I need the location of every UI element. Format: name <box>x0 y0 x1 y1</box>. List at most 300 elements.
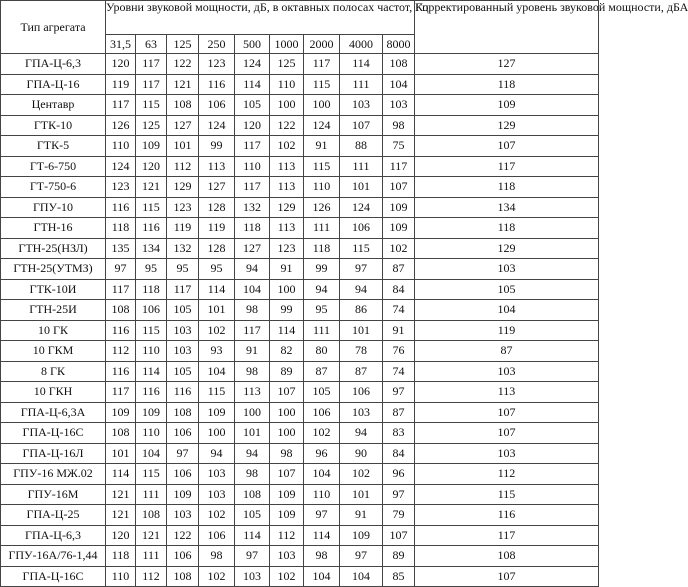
sound-level-cell: 122 <box>167 54 199 75</box>
sound-level-cell: 102 <box>199 566 235 587</box>
corrected-level-cell: 119 <box>415 320 599 341</box>
sound-level-cell: 124 <box>340 197 383 218</box>
sound-level-cell: 115 <box>136 95 167 116</box>
unit-type-cell: ГТК-10 <box>1 115 106 136</box>
sound-level-cell: 76 <box>383 341 415 362</box>
sound-level-cell: 110 <box>106 136 136 157</box>
table-row <box>1 218 599 239</box>
sound-level-cell: 117 <box>136 74 167 95</box>
sound-level-cell: 106 <box>199 95 235 116</box>
sound-level-cell: 89 <box>270 361 304 382</box>
sound-level-cell: 97 <box>340 546 383 567</box>
sound-level-cell: 99 <box>199 136 235 157</box>
sound-level-cell: 106 <box>340 218 383 239</box>
corrected-level-cell: 117 <box>415 525 599 546</box>
sound-level-cell: 103 <box>270 546 304 567</box>
sound-level-cell: 103 <box>340 402 383 423</box>
sound-level-cell: 105 <box>235 95 270 116</box>
sound-level-cell: 110 <box>304 177 340 198</box>
sound-level-cell: 123 <box>270 238 304 259</box>
sound-level-cell: 98 <box>304 546 340 567</box>
sound-level-cell: 116 <box>199 74 235 95</box>
sound-level-cell: 120 <box>106 54 136 75</box>
header-corrected-level: Корректированный уровень звуковой мощности, дБА <box>415 1 599 54</box>
sound-level-cell: 107 <box>383 177 415 198</box>
sound-level-cell: 105 <box>235 505 270 526</box>
sound-level-cell: 101 <box>106 443 136 464</box>
sound-level-cell: 117 <box>383 156 415 177</box>
unit-type-cell: ГПА-Ц-16С <box>1 566 106 587</box>
sound-level-cell: 101 <box>167 136 199 157</box>
sound-level-cell: 117 <box>304 54 340 75</box>
sound-level-cell: 95 <box>136 259 167 280</box>
table-row <box>1 74 599 95</box>
table-row <box>1 382 599 403</box>
sound-level-cell: 96 <box>383 464 415 485</box>
sound-level-cell: 126 <box>106 115 136 136</box>
sound-level-cell: 109 <box>340 525 383 546</box>
sound-level-cell: 103 <box>167 320 199 341</box>
sound-level-cell: 127 <box>235 238 270 259</box>
sound-level-cell: 103 <box>199 464 235 485</box>
table-row <box>1 443 599 464</box>
sound-level-cell: 109 <box>199 402 235 423</box>
sound-level-cell: 111 <box>136 484 167 505</box>
table-row <box>1 177 599 198</box>
sound-level-cell: 118 <box>106 218 136 239</box>
table-row <box>1 464 599 485</box>
sound-level-cell: 97 <box>167 443 199 464</box>
header-frequency: 250 <box>199 35 235 54</box>
unit-type-cell: 8 ГК <box>1 361 106 382</box>
unit-type-cell: ГПУ-16А/76-1,44 <box>1 546 106 567</box>
corrected-level-cell: 118 <box>415 74 599 95</box>
unit-type-cell: Центавр <box>1 95 106 116</box>
header-frequency: 125 <box>167 35 199 54</box>
header-frequency: 31,5 <box>106 35 136 54</box>
sound-level-cell: 100 <box>270 423 304 444</box>
sound-level-cell: 97 <box>235 546 270 567</box>
corrected-level-cell: 107 <box>415 402 599 423</box>
sound-level-cell: 94 <box>340 423 383 444</box>
sound-level-cell: 99 <box>270 300 304 321</box>
corrected-level-cell: 107 <box>415 566 599 587</box>
sound-level-cell: 103 <box>235 566 270 587</box>
sound-level-cell: 114 <box>304 525 340 546</box>
sound-level-cell: 114 <box>136 361 167 382</box>
sound-level-cell: 96 <box>304 443 340 464</box>
sound-level-cell: 95 <box>199 259 235 280</box>
sound-level-cell: 108 <box>106 423 136 444</box>
table-row <box>1 484 599 505</box>
unit-type-cell: ГПА-Ц-16 <box>1 74 106 95</box>
unit-type-cell: ГТК-5 <box>1 136 106 157</box>
sound-level-cell: 127 <box>167 115 199 136</box>
corrected-level-cell: 134 <box>415 197 599 218</box>
corrected-level-cell: 113 <box>415 382 599 403</box>
sound-level-cell: 115 <box>199 382 235 403</box>
table-row <box>1 505 599 526</box>
sound-level-cell: 100 <box>304 95 340 116</box>
sound-level-cell: 80 <box>304 341 340 362</box>
sound-level-cell: 103 <box>167 505 199 526</box>
sound-level-cell: 84 <box>383 443 415 464</box>
header-frequency: 1000 <box>270 35 304 54</box>
sound-level-cell: 104 <box>235 279 270 300</box>
unit-type-cell: ГПА-Ц-16Л <box>1 443 106 464</box>
sound-level-cell: 108 <box>383 54 415 75</box>
sound-level-cell: 91 <box>340 505 383 526</box>
sound-level-cell: 108 <box>167 402 199 423</box>
sound-level-cell: 102 <box>340 464 383 485</box>
table-row <box>1 566 599 587</box>
sound-level-cell: 74 <box>383 361 415 382</box>
table-row <box>1 54 599 75</box>
sound-level-cell: 116 <box>106 320 136 341</box>
sound-level-cell: 109 <box>270 484 304 505</box>
sound-level-cell: 120 <box>235 115 270 136</box>
sound-level-cell: 117 <box>235 177 270 198</box>
corrected-level-cell: 127 <box>415 54 599 75</box>
sound-level-cell: 91 <box>270 259 304 280</box>
corrected-level-cell: 129 <box>415 238 599 259</box>
sound-level-cell: 103 <box>199 484 235 505</box>
sound-level-cell: 74 <box>383 300 415 321</box>
sound-level-cell: 100 <box>270 402 304 423</box>
unit-type-cell: ГПУ-16М <box>1 484 106 505</box>
unit-type-cell: ГПУ-16 МЖ.02 <box>1 464 106 485</box>
sound-level-cell: 108 <box>235 484 270 505</box>
unit-type-cell: ГТН-25(НЗЛ) <box>1 238 106 259</box>
sound-level-cell: 114 <box>340 54 383 75</box>
sound-level-cell: 115 <box>136 464 167 485</box>
sound-level-cell: 108 <box>167 95 199 116</box>
sound-level-cell: 115 <box>136 320 167 341</box>
unit-type-cell: ГТК-10И <box>1 279 106 300</box>
sound-level-cell: 100 <box>199 423 235 444</box>
table-row <box>1 197 599 218</box>
sound-level-cell: 109 <box>106 402 136 423</box>
sound-level-cell: 111 <box>340 156 383 177</box>
table-row <box>1 238 599 259</box>
sound-level-cell: 111 <box>340 74 383 95</box>
sound-level-cell: 91 <box>304 136 340 157</box>
unit-type-cell: 10 ГК <box>1 320 106 341</box>
sound-level-cell: 101 <box>235 423 270 444</box>
sound-level-cell: 105 <box>167 300 199 321</box>
header-frequency: 500 <box>235 35 270 54</box>
corrected-level-cell: 105 <box>415 279 599 300</box>
sound-level-cell: 106 <box>199 525 235 546</box>
corrected-level-cell: 108 <box>415 546 599 567</box>
corrected-level-cell: 129 <box>415 115 599 136</box>
sound-level-cell: 117 <box>136 54 167 75</box>
sound-level-cell: 110 <box>304 484 340 505</box>
sound-level-cell: 109 <box>383 218 415 239</box>
corrected-level-cell: 104 <box>415 300 599 321</box>
sound-level-cell: 121 <box>167 74 199 95</box>
sound-level-cell: 113 <box>270 218 304 239</box>
unit-type-cell: 10 ГКМ <box>1 341 106 362</box>
table-row <box>1 300 599 321</box>
sound-level-cell: 97 <box>304 505 340 526</box>
sound-level-cell: 107 <box>270 464 304 485</box>
sound-level-cell: 79 <box>383 505 415 526</box>
sound-level-cell: 105 <box>167 361 199 382</box>
corrected-level-cell: 115 <box>415 484 599 505</box>
table-row <box>1 546 599 567</box>
sound-level-cell: 111 <box>304 218 340 239</box>
sound-level-cell: 118 <box>106 546 136 567</box>
unit-type-cell: ГТН-16 <box>1 218 106 239</box>
sound-level-cell: 124 <box>304 115 340 136</box>
sound-level-cell: 108 <box>136 505 167 526</box>
sound-level-cell: 104 <box>304 464 340 485</box>
sound-level-cell: 87 <box>340 361 383 382</box>
unit-type-cell: ГПА-Ц-6,3А <box>1 402 106 423</box>
sound-level-cell: 87 <box>383 402 415 423</box>
sound-level-cell: 107 <box>270 382 304 403</box>
sound-level-cell: 97 <box>106 259 136 280</box>
sound-level-cell: 87 <box>304 361 340 382</box>
sound-level-cell: 84 <box>383 279 415 300</box>
sound-level-cell: 123 <box>199 54 235 75</box>
corrected-level-cell: 103 <box>415 361 599 382</box>
sound-level-cell: 107 <box>340 115 383 136</box>
sound-level-cell: 110 <box>136 341 167 362</box>
sound-level-cell: 106 <box>167 464 199 485</box>
sound-level-cell: 117 <box>167 279 199 300</box>
sound-level-cell: 94 <box>235 259 270 280</box>
sound-level-cell: 117 <box>106 279 136 300</box>
corrected-level-cell: 116 <box>415 505 599 526</box>
sound-level-cell: 75 <box>383 136 415 157</box>
sound-level-cell: 112 <box>270 525 304 546</box>
sound-level-cell: 111 <box>136 546 167 567</box>
header-frequency: 2000 <box>304 35 340 54</box>
sound-level-cell: 106 <box>167 546 199 567</box>
table-row <box>1 402 599 423</box>
sound-level-cell: 101 <box>340 177 383 198</box>
unit-type-cell: ГТ-6-750 <box>1 156 106 177</box>
unit-type-cell: ГТ-750-6 <box>1 177 106 198</box>
corrected-level-cell: 118 <box>415 218 599 239</box>
corrected-level-cell: 109 <box>415 95 599 116</box>
sound-level-cell: 122 <box>167 525 199 546</box>
sound-level-cell: 100 <box>235 402 270 423</box>
table-row <box>1 259 599 280</box>
sound-level-cell: 135 <box>106 238 136 259</box>
sound-level-cell: 115 <box>340 238 383 259</box>
sound-level-cell: 124 <box>235 54 270 75</box>
sound-level-cell: 102 <box>383 238 415 259</box>
sound-level-cell: 98 <box>199 546 235 567</box>
sound-level-cell: 86 <box>340 300 383 321</box>
sound-level-cell: 94 <box>235 443 270 464</box>
sound-level-cell: 132 <box>235 197 270 218</box>
sound-level-cell: 106 <box>136 300 167 321</box>
table-row <box>1 423 599 444</box>
sound-level-cell: 112 <box>106 341 136 362</box>
sound-level-cell: 126 <box>304 197 340 218</box>
sound-level-cell: 115 <box>136 197 167 218</box>
sound-level-cell: 118 <box>136 279 167 300</box>
table-row <box>1 95 599 116</box>
sound-level-cell: 124 <box>199 115 235 136</box>
sound-level-cell: 114 <box>235 525 270 546</box>
sound-level-cell: 115 <box>304 156 340 177</box>
sound-level-cell: 119 <box>167 218 199 239</box>
sound-level-cell: 106 <box>167 423 199 444</box>
sound-level-cell: 113 <box>270 177 304 198</box>
table-row <box>1 279 599 300</box>
sound-level-cell: 113 <box>235 382 270 403</box>
sound-level-cell: 112 <box>167 156 199 177</box>
sound-level-cell: 109 <box>383 197 415 218</box>
sound-level-cell: 111 <box>304 320 340 341</box>
sound-level-cell: 109 <box>167 484 199 505</box>
sound-level-cell: 117 <box>235 320 270 341</box>
sound-level-cell: 82 <box>270 341 304 362</box>
table-row <box>1 341 599 362</box>
unit-type-cell: ГТН-25(УТМЗ) <box>1 259 106 280</box>
sound-level-cell: 114 <box>235 74 270 95</box>
sound-level-cell: 104 <box>136 443 167 464</box>
corrected-level-cell: 103 <box>415 443 599 464</box>
sound-level-cell: 104 <box>304 566 340 587</box>
sound-level-cell: 113 <box>270 156 304 177</box>
sound-level-cell: 95 <box>304 300 340 321</box>
table-row <box>1 320 599 341</box>
sound-level-cell: 116 <box>136 218 167 239</box>
sound-level-cell: 117 <box>106 382 136 403</box>
sound-level-cell: 122 <box>270 115 304 136</box>
sound-level-cell: 95 <box>167 259 199 280</box>
sound-level-cell: 101 <box>340 484 383 505</box>
sound-level-cell: 116 <box>136 382 167 403</box>
sound-level-cell: 127 <box>199 177 235 198</box>
sound-level-cell: 99 <box>304 259 340 280</box>
sound-level-cell: 117 <box>106 95 136 116</box>
sound-level-cell: 94 <box>199 443 235 464</box>
sound-level-cell: 119 <box>106 74 136 95</box>
sound-level-cell: 109 <box>270 505 304 526</box>
sound-level-cell: 83 <box>383 423 415 444</box>
sound-level-cell: 108 <box>167 566 199 587</box>
sound-level-cell: 128 <box>199 197 235 218</box>
sound-level-cell: 105 <box>304 382 340 403</box>
corrected-level-cell: 107 <box>415 136 599 157</box>
sound-level-cell: 110 <box>270 74 304 95</box>
corrected-level-cell: 87 <box>415 341 599 362</box>
header-type: Тип агрегата <box>1 1 106 54</box>
sound-level-cell: 100 <box>270 95 304 116</box>
sound-level-cell: 94 <box>340 279 383 300</box>
sound-level-cell: 113 <box>199 156 235 177</box>
sound-level-cell: 102 <box>270 566 304 587</box>
header-frequency: 63 <box>136 35 167 54</box>
sound-level-cell: 98 <box>235 300 270 321</box>
sound-level-cell: 129 <box>270 197 304 218</box>
sound-level-cell: 121 <box>136 525 167 546</box>
sound-level-cell: 104 <box>383 74 415 95</box>
sound-level-cell: 114 <box>106 464 136 485</box>
sound-level-cell: 101 <box>199 300 235 321</box>
unit-type-cell: ГПА-Ц-6,3 <box>1 54 106 75</box>
sound-level-cell: 87 <box>383 259 415 280</box>
sound-level-cell: 129 <box>167 177 199 198</box>
sound-level-cell: 118 <box>304 238 340 259</box>
sound-level-cell: 123 <box>167 197 199 218</box>
sound-level-cell: 93 <box>199 341 235 362</box>
unit-type-cell: 10 ГКН <box>1 382 106 403</box>
table-body <box>1 54 599 587</box>
unit-type-cell: ГТН-25И <box>1 300 106 321</box>
sound-level-cell: 103 <box>167 341 199 362</box>
header-frequency: 4000 <box>340 35 383 54</box>
sound-level-cell: 98 <box>383 115 415 136</box>
sound-level-cell: 110 <box>136 423 167 444</box>
sound-level-cell: 125 <box>270 54 304 75</box>
sound-level-cell: 120 <box>136 156 167 177</box>
sound-level-cell: 91 <box>235 341 270 362</box>
table-row <box>1 115 599 136</box>
corrected-level-cell: 107 <box>415 423 599 444</box>
table-row <box>1 361 599 382</box>
corrected-level-cell: 117 <box>415 156 599 177</box>
sound-level-cell: 112 <box>136 566 167 587</box>
sound-level-cell: 125 <box>136 115 167 136</box>
unit-type-cell: ГПУ-10 <box>1 197 106 218</box>
sound-level-cell: 106 <box>304 402 340 423</box>
sound-level-cell: 89 <box>383 546 415 567</box>
unit-type-cell: ГПА-Ц-6,3 <box>1 525 106 546</box>
sound-level-cell: 98 <box>270 443 304 464</box>
sound-level-cell: 85 <box>383 566 415 587</box>
sound-level-cell: 132 <box>167 238 199 259</box>
sound-level-cell: 91 <box>383 320 415 341</box>
sound-level-cell: 102 <box>199 320 235 341</box>
sound-level-cell: 118 <box>235 218 270 239</box>
sound-level-cell: 121 <box>106 484 136 505</box>
sound-level-cell: 97 <box>383 382 415 403</box>
sound-level-cell: 124 <box>106 156 136 177</box>
sound-level-cell: 110 <box>235 156 270 177</box>
sound-level-cell: 114 <box>199 279 235 300</box>
unit-type-cell: ГПА-Ц-25 <box>1 505 106 526</box>
sound-level-cell: 104 <box>340 566 383 587</box>
sound-level-cell: 100 <box>270 279 304 300</box>
sound-level-cell: 116 <box>106 361 136 382</box>
sound-level-cell: 103 <box>383 95 415 116</box>
sound-level-cell: 101 <box>340 320 383 341</box>
sound-level-cell: 121 <box>106 505 136 526</box>
sound-level-cell: 97 <box>383 484 415 505</box>
header-frequency: 8000 <box>383 35 415 54</box>
sound-level-cell: 109 <box>136 136 167 157</box>
sound-level-cell: 114 <box>270 320 304 341</box>
sound-level-cell: 88 <box>340 136 383 157</box>
sound-level-cell: 103 <box>340 95 383 116</box>
sound-level-cell: 134 <box>136 238 167 259</box>
sound-level-cell: 117 <box>235 136 270 157</box>
sound-level-cell: 121 <box>136 177 167 198</box>
corrected-level-cell: 112 <box>415 464 599 485</box>
sound-level-cell: 102 <box>199 505 235 526</box>
sound-level-cell: 109 <box>136 402 167 423</box>
sound-level-cell: 102 <box>304 423 340 444</box>
sound-level-cell: 94 <box>304 279 340 300</box>
